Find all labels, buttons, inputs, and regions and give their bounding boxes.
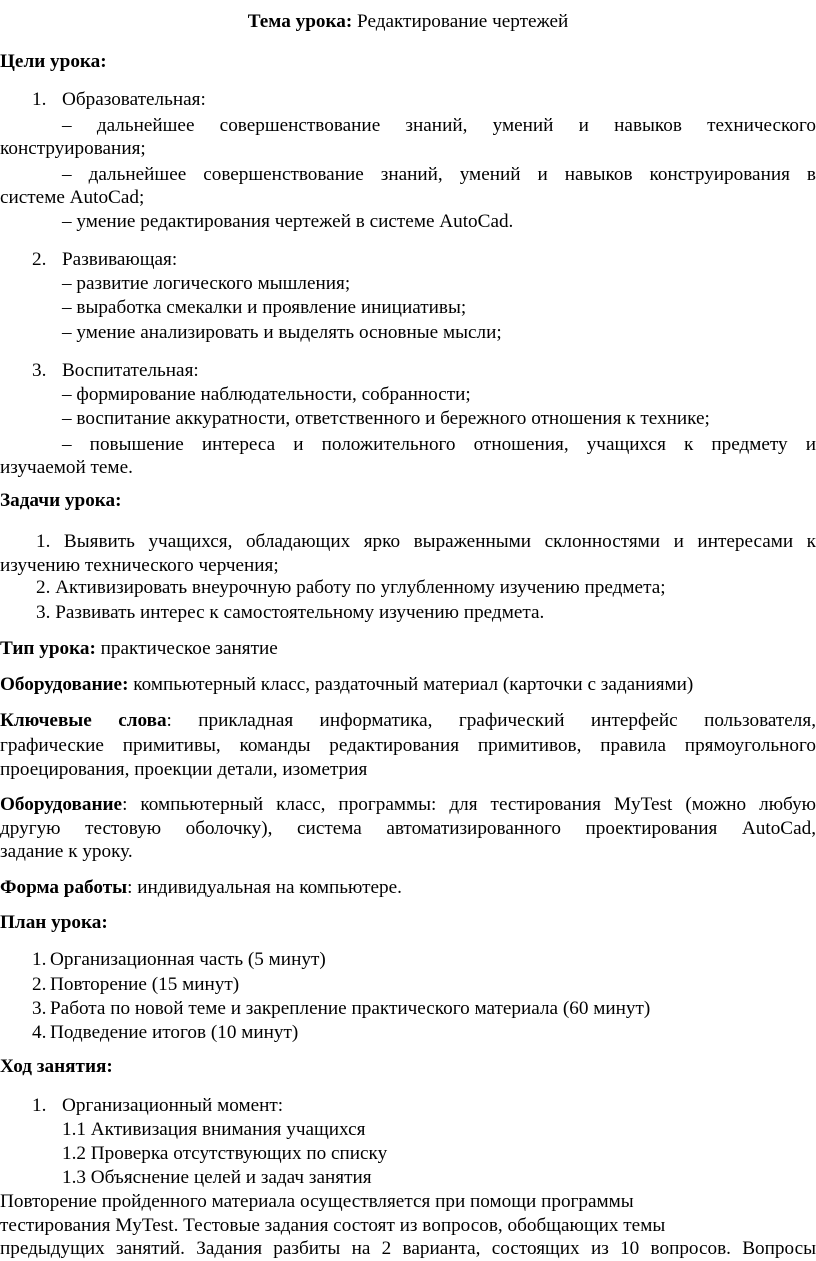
goal-edu-line1-cont: конструирования;	[0, 138, 146, 159]
course-paragraph-line2: тестирования MyTest. Тестовые задания состоят из вопросов, обобщающих темы	[0, 1215, 666, 1236]
task-1-cont: изучению технического черчения;	[0, 555, 279, 576]
course-sub-item: 1.1 Активизация внимания учащихся	[62, 1119, 366, 1140]
equipment-2-label: Оборудование	[0, 794, 123, 815]
keywords-text1: : прикладная информатика, графический интерфейс пользователя,	[166, 710, 816, 731]
goal-upb-num: 3.	[32, 360, 47, 381]
lesson-type	[0, 637, 278, 661]
task-1: 1. Выявить учащихся, обладающих ярко выраженными склонностями и интересами к	[36, 531, 816, 552]
goal-upb-line1: – формирование наблюдательности, собранности;	[62, 384, 471, 405]
plan-item: Подведение итогов (10 минут)	[50, 1022, 299, 1043]
task-3: 3. Развивать интерес к самостоятельному изучению предмета.	[36, 602, 545, 623]
plan-item: Повторение (15 минут)	[50, 974, 240, 995]
goal-dev-line2: – выработка смекалки и проявление инициативы;	[62, 297, 467, 318]
goal-dev-line3: – умение анализировать и выделять основные мысли;	[62, 322, 502, 343]
keywords-label: Ключевые слова	[0, 710, 167, 731]
plan-item: Работа по новой теме и закрепление практического материала (60 минут)	[50, 998, 651, 1019]
goal-dev-line1: – развитие логического мышления;	[62, 273, 351, 294]
keywords-line2: графические примитивы, команды редактирования примитивов, правила прямоугольного	[0, 735, 816, 756]
equipment-1	[0, 673, 693, 697]
plan-item-num: 4.	[32, 1022, 47, 1043]
topic-value: Редактирование чертежей	[357, 11, 569, 32]
equipment-2-line3: задание к уроку.	[0, 841, 133, 862]
topic-label: Тема урока:	[247, 11, 353, 32]
task-2: 2. Активизировать внеурочную работу по углубленному изучению предмета;	[36, 577, 666, 598]
goal-edu-line3: – умение редактирования чертежей в системе AutoCad.	[62, 211, 514, 232]
course-label: Организационный момент:	[62, 1095, 284, 1116]
plan-item-num: 2.	[32, 974, 47, 995]
course-paragraph-line1: Повторение пройденного материала осуществляется при помощи программы	[0, 1191, 634, 1212]
course-heading: Ход занятия:	[0, 1056, 113, 1077]
goal-dev-label: Развивающая:	[62, 249, 178, 270]
goal-upb-line3: – повышение интереса и положительного отношения, учащихся к предмету и	[62, 434, 816, 455]
tasks-heading: Задачи урока:	[0, 490, 122, 511]
work-form-label: Форма работы	[0, 877, 128, 898]
work-form	[0, 876, 402, 900]
equipment-2-line1	[0, 793, 816, 817]
equipment-1-value: компьютерный класс, раздаточный материал (карточки с заданиями)	[133, 674, 694, 695]
plan-heading: План урока:	[0, 912, 108, 933]
equipment-1-label: Оборудование:	[0, 674, 129, 695]
goal-upb-line3-cont: изучаемой теме.	[0, 457, 133, 478]
goal-upb-line2: – воспитание аккуратности, ответственного и бережного отношения к технике;	[62, 408, 710, 429]
equipment-2-line2: другую тестовую оболочку), система автоматизированного проектирования AutoCad,	[0, 818, 816, 839]
lesson-type-value: практическое занятие	[100, 638, 278, 659]
goal-edu-num: 1.	[32, 89, 47, 110]
goal-edu-line2-cont: системе AutoCad;	[0, 187, 145, 208]
course-paragraph-line3: предыдущих занятий. Задания разбиты на 2 варианта, состоящих из 10 вопросов. Вопросы	[0, 1238, 816, 1259]
plan-item: Организационная часть (5 минут)	[50, 949, 326, 970]
goal-edu-line2: – дальнейшее совершенствование знаний, умений и навыков конструирования в	[62, 164, 816, 185]
lesson-type-label: Тип урока:	[0, 638, 96, 659]
goal-edu-line1: – дальнейшее совершенствование знаний, умений и навыков технического	[62, 115, 816, 136]
plan-item-num: 1.	[32, 949, 47, 970]
keywords-line3: проецирования, проекции детали, изометрия	[0, 759, 368, 780]
course-sub-item: 1.2 Проверка отсутствующих по списку	[62, 1143, 388, 1164]
course-sub-item: 1.3 Объяснение целей и задач занятия	[62, 1167, 372, 1188]
goal-edu-label: Образовательная:	[62, 89, 206, 110]
goal-dev-num: 2.	[32, 249, 47, 270]
work-form-value: : индивидуальная на компьютере.	[127, 877, 402, 898]
goal-upb-label: Воспитательная:	[62, 360, 199, 381]
course-num: 1.	[32, 1095, 47, 1116]
lesson-topic	[0, 10, 816, 34]
plan-item-num: 3.	[32, 998, 47, 1019]
goals-heading: Цели урока:	[0, 51, 107, 72]
keywords-line1	[0, 709, 816, 733]
equipment-2-text1: : компьютерный класс, программы: для тестирования MyTest (можно любую	[122, 794, 816, 815]
